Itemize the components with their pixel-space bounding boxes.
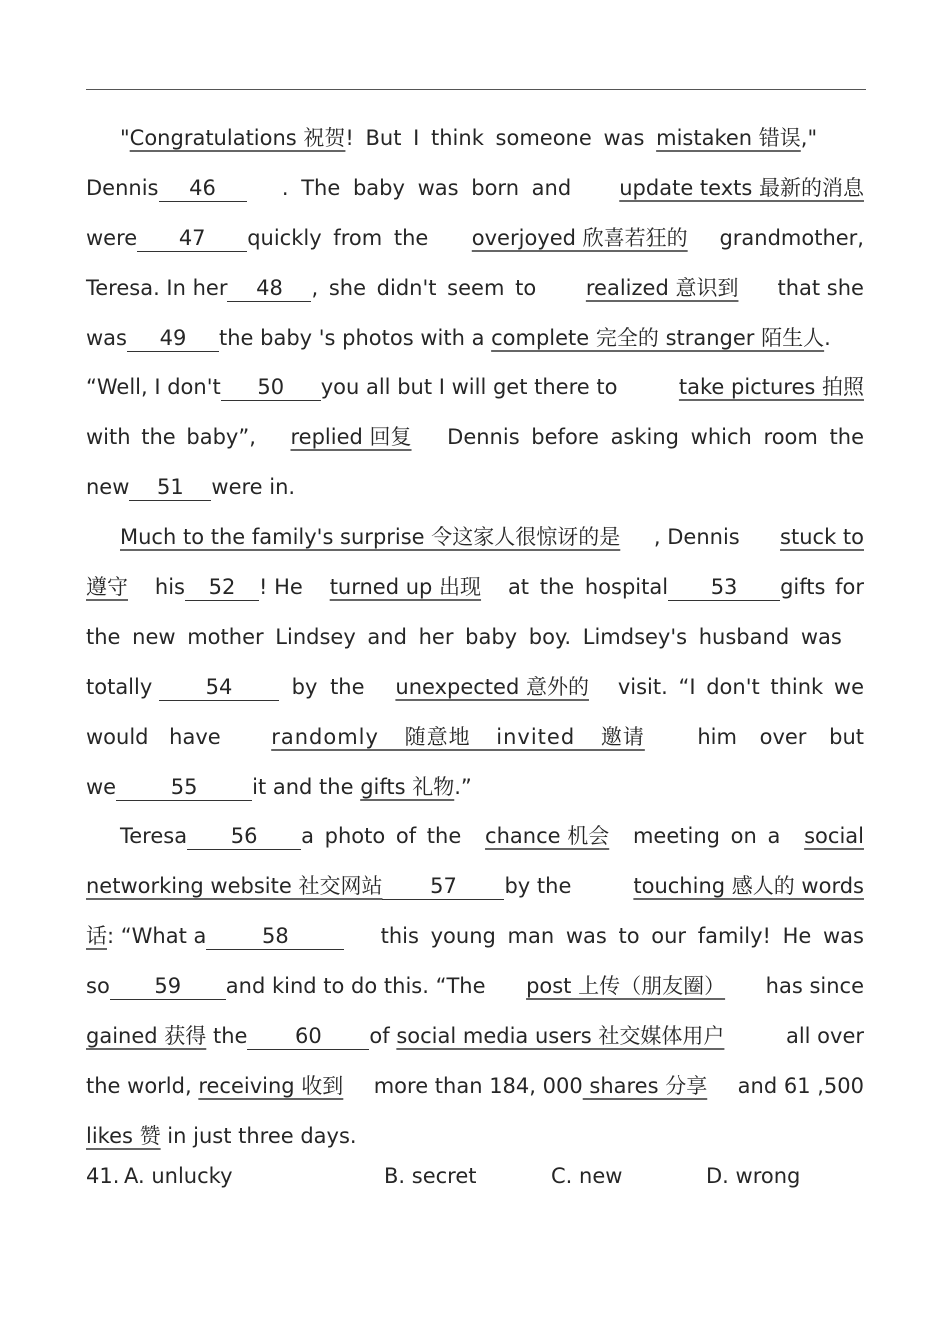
passage-text: more than 184, 000 (367, 1073, 583, 1098)
passage-line (86, 314, 864, 364)
vocab-annotation: turned up 出现 (329, 575, 482, 600)
passage-text: at the hospital (501, 575, 669, 600)
vocab-annotation: take pictures 拍照 (678, 375, 864, 400)
question-number: 41. (86, 1164, 120, 1188)
passage-text: visit. “I don't think we (607, 674, 864, 699)
passage-line (86, 962, 864, 1012)
top-rule (86, 89, 866, 90)
vocab-annotation: stuck to (780, 525, 864, 550)
passage-text: it and the (252, 774, 361, 799)
blank-54[interactable]: 54 (159, 674, 279, 701)
passage-text: we (86, 774, 117, 799)
passage-text: .” (454, 774, 472, 799)
vocab-annotation: Congratulations 祝贺 (129, 126, 346, 150)
vocab-annotation: gained 获得 (86, 1024, 207, 1049)
passage (86, 114, 864, 1162)
passage-text: totally (86, 674, 159, 699)
passage-text: you all but I will get there to (320, 375, 625, 400)
vocab-annotation: unexpected 意外的 (395, 674, 589, 699)
vocab-annotation: Much to the family's surprise 令这家人很惊讶的是 (120, 525, 621, 550)
passage-text: , Dennis (653, 525, 747, 550)
passage-text: in just three days. (160, 1123, 357, 1148)
option-b[interactable]: B. secret (384, 1164, 477, 1188)
quote-mark: " (120, 126, 130, 150)
passage-text: the (206, 1024, 248, 1049)
blank-58[interactable]: 58 (206, 923, 344, 950)
passage-line (86, 613, 864, 663)
vocab-annotation: receiving 收到 (198, 1073, 344, 1098)
passage-text: “Well, I don't (86, 375, 221, 400)
passage-text: . (824, 325, 831, 350)
blank-46[interactable]: 46 (159, 175, 247, 202)
blank-48[interactable]: 48 (227, 275, 311, 302)
passage-text: new (86, 475, 130, 500)
passage-line (86, 763, 864, 813)
passage-line (86, 663, 864, 713)
vocab-annotation: social media users 社交媒体用户 (396, 1024, 725, 1049)
passage-text: the world, (86, 1073, 199, 1098)
passage-line (86, 164, 864, 214)
passage-line (86, 264, 864, 314)
passage-text: so (86, 974, 110, 999)
passage-text: the new mother Lindsey and her baby boy. Limdsey's husband was (86, 624, 842, 649)
passage-text: meeting on a (622, 824, 792, 849)
blank-52[interactable]: 52 (185, 574, 259, 601)
vocab-annotation: chance 机会 (485, 824, 610, 849)
passage-text: Teresa. In her (86, 275, 228, 300)
passage-line (86, 413, 864, 463)
vocab-annotation: touching 感人的 words (633, 874, 864, 899)
passage-line (86, 463, 864, 513)
passage-text: his (148, 575, 185, 600)
passage-text: and 61 ,500 (730, 1073, 864, 1098)
vocab-annotation: networking website 社交网站 (86, 874, 383, 899)
blank-51[interactable]: 51 (129, 474, 211, 501)
vocab-annotation: randomly 随意地 invited 邀请 (271, 724, 645, 749)
passage-text: ! He (258, 575, 310, 600)
blank-53[interactable]: 53 (668, 574, 780, 601)
passage-line (86, 713, 864, 763)
blank-57[interactable]: 57 (382, 873, 504, 900)
passage-text: the baby 's photos with a (219, 325, 492, 350)
passage-line (86, 912, 864, 962)
vocab-annotation: shares 分享 (582, 1073, 708, 1098)
passage-line (86, 363, 864, 413)
vocab-annotation: update texts 最新的消息 (619, 175, 864, 200)
passage-text: Teresa (120, 824, 188, 849)
vocab-annotation: complete 完全的 stranger 陌生人 (491, 325, 825, 350)
passage-line (86, 812, 864, 862)
vocab-annotation: replied 回复 (290, 425, 412, 450)
passage-text: grandmother, (719, 225, 864, 250)
passage-text: and kind to do this. “The (225, 974, 493, 999)
passage-text: was (86, 325, 127, 350)
passage-text: by the (278, 674, 378, 699)
passage-text: ! But I think someone was (345, 126, 657, 150)
passage-text: : “What a (107, 924, 207, 949)
blank-60[interactable]: 60 (247, 1023, 369, 1050)
passage-text: of (369, 1024, 397, 1049)
passage-text: ," (800, 126, 818, 150)
passage-text: Dennis before asking which room the (435, 425, 864, 450)
blank-59[interactable]: 59 (110, 973, 226, 1000)
blank-55[interactable]: 55 (116, 774, 252, 801)
passage-text: . The baby was born and (281, 175, 584, 200)
vocab-annotation: post 上传（朋友圈） (526, 974, 726, 999)
passage-text: quickly from the (247, 225, 440, 250)
option-d[interactable]: D. wrong (706, 1164, 801, 1188)
vocab-annotation: gifts 礼物 (360, 774, 455, 799)
passage-text: this young man was to our family! He was (380, 924, 864, 949)
passage-text: Dennis (86, 175, 159, 200)
passage-line (86, 1062, 864, 1112)
passage-text: has since (758, 974, 864, 999)
passage-line (86, 862, 864, 912)
passage-text: were in. (211, 475, 296, 500)
blank-49[interactable]: 49 (127, 325, 219, 352)
blank-56[interactable]: 56 (187, 823, 301, 850)
option-a[interactable]: A. unlucky (124, 1164, 233, 1188)
passage-text: a photo of the (301, 824, 472, 849)
vocab-annotation: social (804, 824, 864, 849)
vocab-annotation: overjoyed 欣喜若狂的 (471, 225, 688, 250)
passage-line (86, 1012, 864, 1062)
passage-text: , she didn't seem to (311, 275, 547, 300)
vocab-annotation: realized 意识到 (585, 275, 739, 300)
vocab-annotation: likes 赞 (86, 1123, 161, 1148)
vocab-annotation: mistaken 错误 (656, 126, 801, 150)
passage-line (86, 214, 864, 264)
option-c[interactable]: C. new (551, 1164, 623, 1188)
passage-text: him over but (674, 724, 864, 749)
passage-line (86, 114, 864, 164)
passage-text: gifts for (780, 575, 864, 600)
passage-text: that she (777, 275, 864, 300)
passage-text: with the baby”, (86, 425, 267, 450)
passage-text: would have (86, 724, 242, 749)
blank-47[interactable]: 47 (137, 225, 247, 252)
passage-line (86, 563, 864, 613)
passage-line (86, 1112, 864, 1162)
passage-text: all over (779, 1024, 864, 1049)
vocab-annotation: 遵守 (86, 575, 128, 600)
passage-text: were (86, 225, 138, 250)
passage-line (86, 513, 864, 563)
vocab-annotation: 话 (86, 924, 107, 949)
passage-text: by the (504, 874, 579, 899)
blank-50[interactable]: 50 (221, 374, 321, 401)
